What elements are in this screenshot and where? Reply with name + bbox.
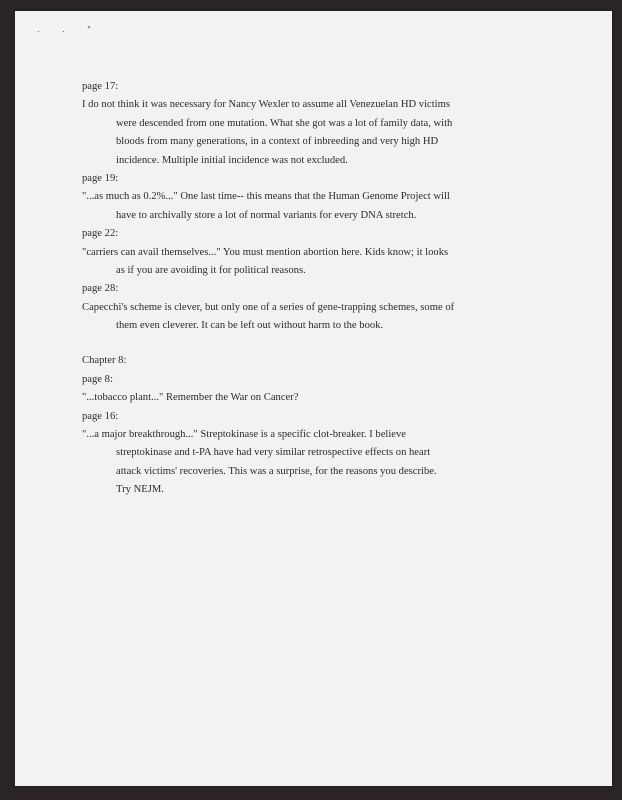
note-line: as if you are avoiding it for political reasons. (116, 264, 306, 276)
note-line: "carriers can avail themselves..." You must mention abortion here. Kids know; it looks (82, 246, 449, 258)
note-line: incidence. Multiple initial incidence was not excluded. (116, 154, 348, 166)
note-line: streptokinase and t-PA have had very similar retrospective effects on heart (116, 447, 431, 459)
chapter-heading: Chapter 8: (82, 355, 127, 367)
section-heading: page 19: (82, 172, 119, 184)
note-line: Capecchi's scheme is clever, but only one of a series of gene-trapping schemes, some of (82, 301, 455, 313)
section-heading: page 28: (82, 283, 119, 295)
stray-marks: . . " (37, 25, 101, 34)
note-line: attack victims' recoveries. This was a surprise, for the reasons you describe. (116, 465, 437, 477)
note-line: "...as much as 0.2%..." One last time-- this means that the Human Genome Project will (82, 191, 450, 203)
section-heading: page 17: (82, 81, 119, 92)
section-heading: page 8: (82, 373, 113, 385)
note-line: were descended from one mutation. What she got was a lot of family data, with (116, 117, 453, 129)
section-heading: page 16: (82, 410, 119, 422)
note-line: Try NEJM. (116, 484, 164, 496)
note-line: "...a major breakthrough..." Streptokinase is a specific clot-breaker. I believe (82, 429, 406, 441)
note-line: I do not think it was necessary for Nancy Wexler to assume all Venezuelan HD victims (82, 99, 450, 111)
review-notes (82, 78, 522, 500)
note-line: "...tobacco plant..." Remember the War on Cancer? (82, 392, 299, 404)
note-line: them even cleverer. It can be left out without harm to the book. (116, 320, 384, 332)
note-line: bloods from many generations, in a context of inbreeding and very high HD (116, 136, 439, 148)
paragraph-gap (82, 335, 522, 352)
note-line: have to archivally store a lot of normal variants for every DNA stretch. (116, 209, 417, 221)
section-heading: page 22: (82, 228, 119, 240)
